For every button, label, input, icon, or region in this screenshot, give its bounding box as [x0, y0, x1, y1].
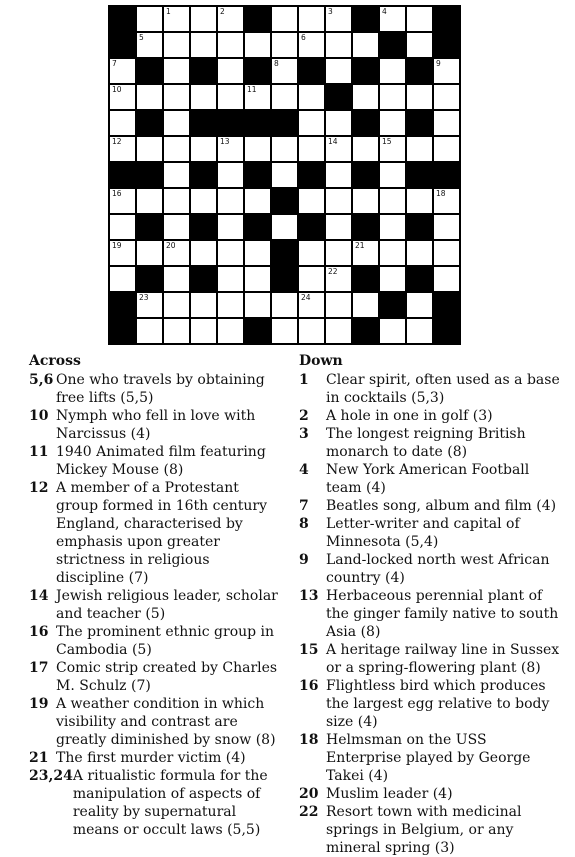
down-clue — [299, 731, 561, 785]
answer-cell[interactable] — [136, 6, 163, 32]
answer-cell[interactable] — [190, 84, 217, 110]
clue-number: 15 — [382, 137, 392, 146]
clue-text: A heritage railway line in Sussex or a spring-flowering plant (8) — [326, 642, 560, 676]
black-square — [109, 32, 136, 58]
answer-cell[interactable] — [325, 162, 352, 188]
down-clue — [299, 515, 561, 551]
answer-cell[interactable] — [217, 266, 244, 292]
answer-cell[interactable] — [406, 84, 433, 110]
clue-text: 1940 Animated film featuring Mickey Mouse (8) — [56, 444, 266, 478]
clue-number: 11 — [247, 85, 257, 94]
answer-cell[interactable] — [163, 32, 190, 58]
clue-number-label: 19 — [29, 696, 49, 712]
clue-text: The longest reigning British monarch to date (8) — [326, 426, 526, 460]
clue-text: Clear spirit, often used as a base in cocktails (5,3) — [326, 372, 560, 406]
answer-cell[interactable] — [298, 84, 325, 110]
down-clue — [299, 425, 561, 461]
across-clues — [29, 353, 282, 839]
answer-cell[interactable] — [325, 292, 352, 318]
black-square — [244, 6, 271, 32]
answer-cell[interactable] — [271, 84, 298, 110]
black-square — [352, 110, 379, 136]
answer-cell[interactable] — [433, 84, 460, 110]
clue-number-label: 10 — [29, 408, 49, 424]
black-square — [298, 58, 325, 84]
clue-number: 19 — [112, 241, 122, 250]
black-square — [379, 32, 406, 58]
clue-number: 23 — [139, 293, 149, 302]
answer-cell[interactable] — [379, 162, 406, 188]
answer-cell[interactable] — [163, 58, 190, 84]
answer-cell[interactable] — [109, 240, 136, 266]
across-clue — [29, 659, 282, 695]
answer-cell[interactable] — [163, 110, 190, 136]
black-square — [244, 110, 271, 136]
answer-cell[interactable] — [433, 240, 460, 266]
black-square — [298, 162, 325, 188]
across-clue — [29, 479, 282, 587]
black-square — [433, 162, 460, 188]
clue-text: Helmsman on the USS Enterprise played by George Takei (4) — [326, 732, 531, 784]
down-clue — [299, 677, 561, 731]
clue-number: 9 — [436, 59, 441, 68]
answer-cell[interactable] — [352, 240, 379, 266]
clue-number: 21 — [355, 241, 365, 250]
answer-cell[interactable] — [379, 214, 406, 240]
answer-cell[interactable] — [163, 318, 190, 344]
answer-cell[interactable] — [217, 214, 244, 240]
answer-cell[interactable] — [136, 84, 163, 110]
black-square — [136, 162, 163, 188]
clue-number: 4 — [382, 7, 387, 16]
answer-cell[interactable] — [406, 32, 433, 58]
answer-cell[interactable] — [271, 292, 298, 318]
black-square — [352, 318, 379, 344]
answer-cell[interactable] — [406, 188, 433, 214]
down-clue — [299, 803, 561, 857]
black-square — [271, 266, 298, 292]
black-square — [136, 214, 163, 240]
answer-cell[interactable] — [325, 240, 352, 266]
clue-number: 1 — [166, 7, 171, 16]
black-square — [109, 292, 136, 318]
across-clue-list — [29, 371, 282, 839]
black-square — [433, 292, 460, 318]
answer-cell[interactable] — [190, 32, 217, 58]
across-clue — [29, 407, 282, 443]
answer-cell[interactable] — [136, 318, 163, 344]
clue-number: 10 — [112, 85, 122, 94]
clue-text: Nymph who fell in love with Narcissus (4) — [56, 408, 256, 442]
clue-number-label: 17 — [29, 660, 49, 676]
answer-cell[interactable] — [217, 318, 244, 344]
answer-cell[interactable] — [325, 136, 352, 162]
clue-text: One who travels by obtaining free lifts (5,5) — [56, 372, 265, 406]
clue-number: 16 — [112, 189, 122, 198]
clue-text: Resort town with medicinal springs in Belgium, or any mineral spring (3) — [326, 804, 522, 856]
answer-cell[interactable] — [163, 292, 190, 318]
answer-cell[interactable] — [136, 292, 163, 318]
answer-cell[interactable] — [433, 266, 460, 292]
down-clues — [299, 353, 561, 857]
answer-cell[interactable] — [298, 318, 325, 344]
answer-cell[interactable] — [352, 32, 379, 58]
black-square — [190, 162, 217, 188]
answer-cell[interactable] — [352, 84, 379, 110]
answer-cell[interactable] — [109, 84, 136, 110]
black-square — [325, 84, 352, 110]
black-square — [271, 240, 298, 266]
clue-number-label: 7 — [299, 498, 309, 514]
answer-cell[interactable] — [271, 136, 298, 162]
answer-cell[interactable] — [271, 214, 298, 240]
crossword-grid — [108, 5, 461, 345]
black-square — [433, 32, 460, 58]
answer-cell[interactable] — [406, 6, 433, 32]
across-clue — [29, 767, 282, 839]
across-clue — [29, 443, 282, 479]
answer-cell[interactable] — [379, 84, 406, 110]
clue-number-label: 14 — [29, 588, 49, 604]
black-square — [109, 318, 136, 344]
black-square — [352, 6, 379, 32]
black-square — [190, 214, 217, 240]
clue-number: 12 — [112, 137, 122, 146]
clue-number: 14 — [328, 137, 338, 146]
answer-cell[interactable] — [406, 240, 433, 266]
clue-number-label: 13 — [299, 588, 319, 604]
answer-cell[interactable] — [190, 188, 217, 214]
clue-number-label: 23,24 — [29, 768, 73, 784]
clue-number: 18 — [436, 189, 446, 198]
answer-cell[interactable] — [325, 58, 352, 84]
answer-cell[interactable] — [217, 240, 244, 266]
black-square — [244, 162, 271, 188]
answer-cell[interactable] — [136, 240, 163, 266]
answer-cell[interactable] — [217, 6, 244, 32]
clue-number-label: 21 — [29, 750, 49, 766]
answer-cell[interactable] — [298, 292, 325, 318]
clue-number: 13 — [220, 137, 230, 146]
down-clue — [299, 407, 561, 425]
clue-text: A weather condition in which visibility and contrast are greatly diminished by snow (8) — [56, 696, 276, 748]
clue-text: New York American Football team (4) — [326, 462, 530, 496]
black-square — [352, 266, 379, 292]
black-square — [433, 318, 460, 344]
clue-number-label: 1 — [299, 372, 309, 388]
answer-cell[interactable] — [433, 136, 460, 162]
clue-number-label: 9 — [299, 552, 309, 568]
answer-cell[interactable] — [325, 318, 352, 344]
answer-cell[interactable] — [217, 136, 244, 162]
clue-number-label: 16 — [29, 624, 49, 640]
answer-cell[interactable] — [136, 188, 163, 214]
clue-number-label: 4 — [299, 462, 309, 478]
answer-cell[interactable] — [217, 188, 244, 214]
answer-cell[interactable] — [298, 188, 325, 214]
clue-number-label: 20 — [299, 786, 319, 802]
answer-cell[interactable] — [217, 162, 244, 188]
answer-cell[interactable] — [163, 240, 190, 266]
answer-cell[interactable] — [271, 32, 298, 58]
clue-number: 8 — [274, 59, 279, 68]
down-clue-list — [299, 371, 561, 857]
clue-number: 5 — [139, 33, 144, 42]
across-clue — [29, 371, 282, 407]
answer-cell[interactable] — [109, 188, 136, 214]
answer-cell[interactable] — [244, 84, 271, 110]
answer-cell[interactable] — [379, 110, 406, 136]
across-clue — [29, 749, 282, 767]
answer-cell[interactable] — [109, 58, 136, 84]
answer-cell[interactable] — [190, 6, 217, 32]
clue-number-label: 5,6 — [29, 372, 54, 388]
answer-cell[interactable] — [109, 136, 136, 162]
answer-cell[interactable] — [298, 136, 325, 162]
black-square — [406, 266, 433, 292]
answer-cell[interactable] — [298, 32, 325, 58]
clue-number: 22 — [328, 267, 338, 276]
across-clue — [29, 695, 282, 749]
clue-number-label: 11 — [29, 444, 49, 460]
answer-cell[interactable] — [298, 110, 325, 136]
black-square — [190, 58, 217, 84]
black-square — [298, 214, 325, 240]
across-heading: Across — [29, 353, 81, 369]
black-square — [352, 214, 379, 240]
black-square — [109, 6, 136, 32]
answer-cell[interactable] — [325, 110, 352, 136]
answer-cell[interactable] — [190, 136, 217, 162]
answer-cell[interactable] — [136, 136, 163, 162]
black-square — [244, 318, 271, 344]
clue-number-label: 3 — [299, 426, 309, 442]
clue-number-label: 16 — [299, 678, 319, 694]
down-clue — [299, 461, 561, 497]
answer-cell[interactable] — [325, 32, 352, 58]
answer-cell[interactable] — [379, 6, 406, 32]
black-square — [190, 110, 217, 136]
clue-text: Beatles song, album and film (4) — [326, 498, 557, 514]
answer-cell[interactable] — [406, 318, 433, 344]
black-square — [406, 110, 433, 136]
answer-cell[interactable] — [325, 214, 352, 240]
answer-cell[interactable] — [136, 32, 163, 58]
down-clue — [299, 497, 561, 515]
answer-cell[interactable] — [298, 240, 325, 266]
clue-text: Herbaceous perennial plant of the ginger family native to south Asia (8) — [326, 588, 559, 640]
answer-cell[interactable] — [163, 188, 190, 214]
answer-cell[interactable] — [379, 136, 406, 162]
clue-text: A hole in one in golf (3) — [326, 408, 493, 424]
black-square — [136, 58, 163, 84]
black-square — [190, 266, 217, 292]
answer-cell[interactable] — [217, 292, 244, 318]
answer-cell[interactable] — [163, 162, 190, 188]
answer-cell[interactable] — [244, 240, 271, 266]
clue-text: A member of a Protestant group formed in 16th century England, characterised by emphasis upon greater strictness in religious discipline (7) — [56, 480, 268, 586]
answer-cell[interactable] — [298, 266, 325, 292]
black-square — [406, 162, 433, 188]
answer-cell[interactable] — [325, 188, 352, 214]
answer-cell[interactable] — [352, 136, 379, 162]
answer-cell[interactable] — [433, 110, 460, 136]
clue-number-label: 18 — [299, 732, 319, 748]
clue-number: 3 — [328, 7, 333, 16]
clue-text: The prominent ethnic group in Cambodia (5) — [56, 624, 275, 658]
answer-cell[interactable] — [379, 58, 406, 84]
answer-cell[interactable] — [109, 266, 136, 292]
black-square — [136, 110, 163, 136]
answer-cell[interactable] — [190, 240, 217, 266]
black-square — [406, 214, 433, 240]
answer-cell[interactable] — [109, 214, 136, 240]
answer-cell[interactable] — [325, 266, 352, 292]
clue-number-label: 2 — [299, 408, 309, 424]
clue-text: Letter-writer and capital of Minnesota (5,4) — [326, 516, 520, 550]
answer-cell[interactable] — [406, 136, 433, 162]
answer-cell[interactable] — [325, 6, 352, 32]
answer-cell[interactable] — [163, 84, 190, 110]
black-square — [379, 292, 406, 318]
answer-cell[interactable] — [433, 188, 460, 214]
answer-cell[interactable] — [379, 318, 406, 344]
clue-number: 2 — [220, 7, 225, 16]
answer-cell[interactable] — [352, 292, 379, 318]
answer-cell[interactable] — [271, 58, 298, 84]
answer-cell[interactable] — [352, 188, 379, 214]
clue-text: A ritualistic formula for the manipulation of aspects of reality by supernatural means or occult laws (5,5) — [72, 768, 268, 838]
answer-cell[interactable] — [217, 32, 244, 58]
answer-cell[interactable] — [244, 136, 271, 162]
answer-cell[interactable] — [379, 266, 406, 292]
black-square — [136, 266, 163, 292]
answer-cell[interactable] — [298, 6, 325, 32]
answer-cell[interactable] — [163, 136, 190, 162]
answer-cell[interactable] — [217, 58, 244, 84]
clue-text: Flightless bird which produces the largest egg relative to body size (4) — [326, 678, 550, 730]
answer-cell[interactable] — [271, 162, 298, 188]
black-square — [271, 188, 298, 214]
black-square — [352, 162, 379, 188]
clue-number-label: 15 — [299, 642, 319, 658]
down-clue — [299, 641, 561, 677]
answer-cell[interactable] — [271, 6, 298, 32]
black-square — [109, 162, 136, 188]
black-square — [271, 110, 298, 136]
answer-cell[interactable] — [379, 240, 406, 266]
answer-cell[interactable] — [163, 266, 190, 292]
clue-text: Muslim leader (4) — [326, 786, 453, 802]
down-heading: Down — [299, 353, 343, 369]
clue-text: Comic strip created by Charles M. Schulz (7) — [56, 660, 278, 694]
answer-cell[interactable] — [433, 214, 460, 240]
clue-number: 20 — [166, 241, 176, 250]
black-square — [244, 214, 271, 240]
answer-cell[interactable] — [406, 292, 433, 318]
clue-text: Land-locked north west African country (4) — [326, 552, 550, 586]
answer-cell[interactable] — [244, 292, 271, 318]
answer-cell[interactable] — [244, 32, 271, 58]
clue-number-label: 22 — [299, 804, 319, 820]
black-square — [217, 110, 244, 136]
answer-cell[interactable] — [433, 58, 460, 84]
clue-text: The first murder victim (4) — [56, 750, 246, 766]
answer-cell[interactable] — [244, 266, 271, 292]
down-clue — [299, 587, 561, 641]
clue-number-label: 12 — [29, 480, 49, 496]
clue-number: 6 — [301, 33, 306, 42]
across-clue — [29, 623, 282, 659]
black-square — [244, 58, 271, 84]
answer-cell[interactable] — [163, 6, 190, 32]
answer-cell[interactable] — [163, 214, 190, 240]
down-clue — [299, 551, 561, 587]
black-square — [406, 58, 433, 84]
answer-cell[interactable] — [244, 188, 271, 214]
clue-text: Jewish religious leader, scholar and teacher (5) — [56, 588, 278, 622]
across-clue — [29, 587, 282, 623]
down-clue — [299, 371, 561, 407]
down-clue — [299, 785, 561, 803]
answer-cell[interactable] — [190, 318, 217, 344]
answer-cell[interactable] — [217, 84, 244, 110]
answer-cell[interactable] — [109, 110, 136, 136]
clue-number: 24 — [301, 293, 311, 302]
black-square — [352, 58, 379, 84]
black-square — [433, 6, 460, 32]
answer-cell[interactable] — [190, 292, 217, 318]
clue-number-label: 8 — [299, 516, 309, 532]
answer-cell[interactable] — [271, 318, 298, 344]
answer-cell[interactable] — [379, 188, 406, 214]
clue-number: 7 — [112, 59, 117, 68]
